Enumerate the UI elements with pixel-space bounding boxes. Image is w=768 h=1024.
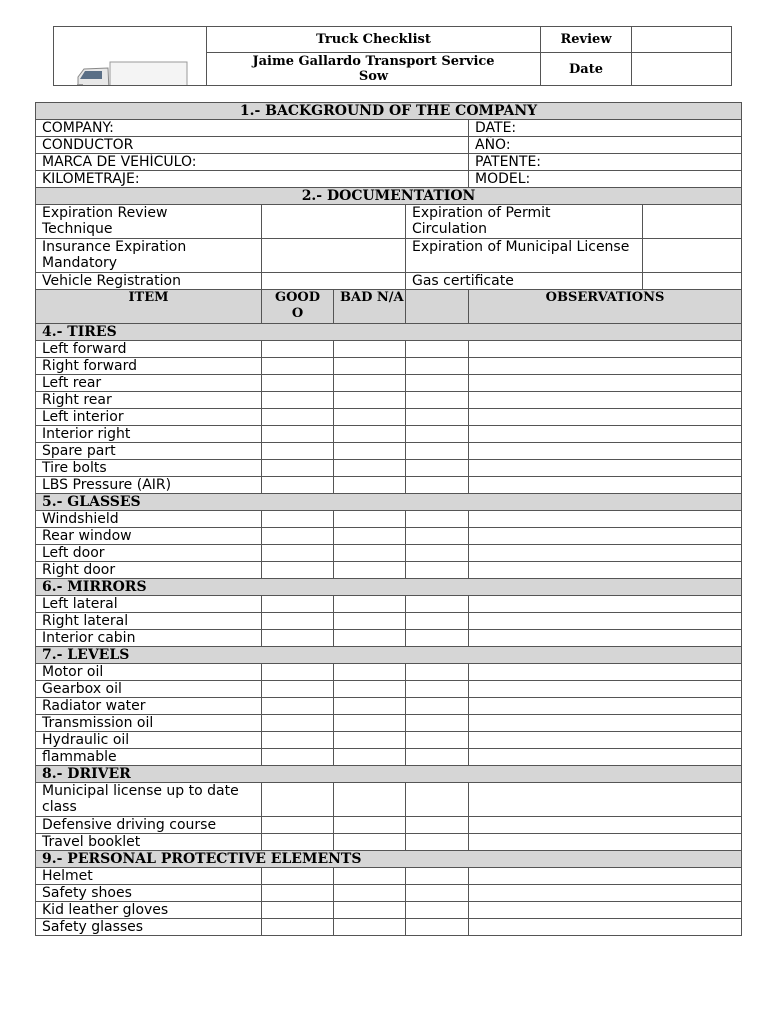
documentation-label-left-line2: Mandatory	[42, 255, 118, 271]
bad-cell[interactable]	[334, 885, 406, 902]
checklist-item-label: Right rear	[36, 392, 262, 409]
good-cell[interactable]	[262, 392, 334, 409]
observations-cell[interactable]	[469, 545, 742, 562]
bad-cell[interactable]	[334, 681, 406, 698]
good-cell[interactable]	[262, 902, 334, 919]
documentation-row	[36, 273, 742, 290]
observations-cell[interactable]	[469, 460, 742, 477]
bad-cell[interactable]	[334, 358, 406, 375]
good-cell[interactable]	[262, 919, 334, 936]
checklist-item-label: Left rear	[36, 375, 262, 392]
na-cell[interactable]	[406, 613, 469, 630]
checklist-row	[36, 596, 742, 613]
bad-cell[interactable]	[334, 613, 406, 630]
na-cell[interactable]	[406, 868, 469, 885]
checklist-item-label: Left door	[36, 545, 262, 562]
bad-cell[interactable]	[334, 698, 406, 715]
na-cell[interactable]	[406, 834, 469, 851]
observations-cell[interactable]	[469, 698, 742, 715]
checklist-row	[36, 477, 742, 494]
checklist-item-label: Radiator water	[36, 698, 262, 715]
good-cell[interactable]	[262, 715, 334, 732]
background-field-left[interactable]: MARCA DE VEHÍCULO:	[36, 154, 469, 171]
checklist-row	[36, 732, 742, 749]
bad-cell[interactable]	[334, 426, 406, 443]
checklist-item-label: Windshield	[36, 511, 262, 528]
good-cell[interactable]	[262, 885, 334, 902]
observations-cell[interactable]	[469, 715, 742, 732]
company-name-line2: Sow	[358, 69, 389, 84]
na-cell[interactable]	[406, 919, 469, 936]
section-title: 5.- GLASSES	[36, 494, 742, 511]
bad-cell[interactable]	[334, 732, 406, 749]
background-field-right[interactable]: PATENTE:	[469, 154, 742, 171]
good-cell[interactable]	[262, 375, 334, 392]
checklist-row	[36, 630, 742, 647]
bad-cell[interactable]	[334, 528, 406, 545]
checklist-title: Truck Checklist	[207, 27, 541, 53]
good-cell[interactable]	[262, 630, 334, 647]
good-cell[interactable]	[262, 562, 334, 579]
review-label: Review	[541, 27, 632, 53]
good-cell[interactable]	[262, 528, 334, 545]
observations-cell[interactable]	[469, 919, 742, 936]
observations-cell[interactable]	[469, 681, 742, 698]
na-cell[interactable]	[406, 375, 469, 392]
bad-cell[interactable]	[334, 783, 406, 817]
section-title: 6.- MIRRORS	[36, 579, 742, 596]
documentation-row	[36, 205, 742, 239]
observations-cell[interactable]	[469, 375, 742, 392]
na-cell[interactable]	[406, 358, 469, 375]
observations-cell[interactable]	[469, 426, 742, 443]
observations-cell[interactable]	[469, 613, 742, 630]
checklist-item-label: LBS Pressure (AIR)	[36, 477, 262, 494]
documentation-label-left-line1: Insurance Expiration	[42, 239, 187, 255]
good-cell[interactable]	[262, 664, 334, 681]
checklist-row	[36, 681, 742, 698]
good-cell[interactable]	[262, 477, 334, 494]
checklist-row	[36, 715, 742, 732]
bad-cell[interactable]	[334, 511, 406, 528]
checklist-item-label: Interior right	[36, 426, 262, 443]
checklist-item-label: Safety glasses	[36, 919, 262, 936]
checklist-row	[36, 341, 742, 358]
checklist-item-label: Kid leather gloves	[36, 902, 262, 919]
na-cell[interactable]	[406, 341, 469, 358]
background-field-left[interactable]: KILOMETRAJE:	[36, 171, 469, 188]
na-cell[interactable]	[406, 749, 469, 766]
good-cell[interactable]	[262, 409, 334, 426]
observations-cell[interactable]	[469, 477, 742, 494]
observations-cell[interactable]	[469, 817, 742, 834]
good-cell[interactable]	[262, 834, 334, 851]
checklist-item-label: Safety shoes	[36, 885, 262, 902]
checklist-row	[36, 358, 742, 375]
column-header-good-line2: O	[291, 306, 304, 321]
bad-cell[interactable]	[334, 392, 406, 409]
documentation-label-left-line1: Expiration Review	[42, 205, 168, 221]
observations-cell[interactable]	[469, 511, 742, 528]
checklist-item-label: Right forward	[36, 358, 262, 375]
logo-cell	[54, 27, 207, 86]
good-cell[interactable]	[262, 749, 334, 766]
checklist-item-label: Helmet	[36, 868, 262, 885]
column-header-bad-na: BAD N/A	[334, 290, 406, 324]
column-header-extra	[406, 290, 469, 324]
bad-cell[interactable]	[334, 902, 406, 919]
na-cell[interactable]	[406, 511, 469, 528]
checklist-row	[36, 834, 742, 851]
checklist-item-label: Right lateral	[36, 613, 262, 630]
background-row	[36, 171, 742, 188]
checklist-row	[36, 868, 742, 885]
na-cell[interactable]	[406, 783, 469, 817]
column-header-good	[262, 290, 334, 324]
good-cell[interactable]	[262, 426, 334, 443]
section-header-row	[36, 647, 742, 664]
bad-cell[interactable]	[334, 409, 406, 426]
good-cell[interactable]	[262, 511, 334, 528]
observations-cell[interactable]	[469, 358, 742, 375]
na-cell[interactable]	[406, 460, 469, 477]
documentation-label-left	[36, 205, 262, 239]
bad-cell[interactable]	[334, 545, 406, 562]
checklist-item-label: Interior cabin	[36, 630, 262, 647]
observations-cell[interactable]	[469, 868, 742, 885]
observations-cell[interactable]	[469, 392, 742, 409]
section-title: 7.- LEVELS	[36, 647, 742, 664]
observations-cell[interactable]	[469, 732, 742, 749]
observations-cell[interactable]	[469, 664, 742, 681]
checklist-row	[36, 902, 742, 919]
documentation-label-right	[406, 239, 643, 273]
checklist-row	[36, 783, 742, 817]
review-value[interactable]	[632, 27, 732, 53]
documentation-label-right-line1: Gas certificate	[412, 273, 514, 289]
section-title: 8.- DRIVER	[36, 766, 742, 783]
na-cell[interactable]	[406, 562, 469, 579]
checklist-item-label: Left lateral	[36, 596, 262, 613]
checklist-row	[36, 817, 742, 834]
observations-cell[interactable]	[469, 443, 742, 460]
checklist-body	[36, 103, 742, 936]
bad-cell[interactable]	[334, 375, 406, 392]
good-cell[interactable]	[262, 817, 334, 834]
checklist-row	[36, 392, 742, 409]
background-row	[36, 137, 742, 154]
section-header-row	[36, 494, 742, 511]
checklist-row	[36, 698, 742, 715]
na-cell[interactable]	[406, 409, 469, 426]
observations-cell[interactable]	[469, 834, 742, 851]
na-cell[interactable]	[406, 477, 469, 494]
documentation-label-right-line1: Expiration of Permit	[412, 205, 551, 221]
bad-cell[interactable]	[334, 664, 406, 681]
checklist-row	[36, 664, 742, 681]
section-background-title: 1.- BACKGROUND OF THE COMPANY	[36, 103, 742, 120]
documentation-value-left[interactable]	[262, 239, 406, 273]
truck-icon	[76, 61, 188, 86]
observations-cell[interactable]	[469, 596, 742, 613]
na-cell[interactable]	[406, 715, 469, 732]
section-title: 4.- TIRES	[36, 324, 742, 341]
good-cell[interactable]	[262, 596, 334, 613]
checklist-row	[36, 528, 742, 545]
checklist-item-label: Transmission oil	[36, 715, 262, 732]
documentation-value-left[interactable]	[262, 273, 406, 290]
background-row	[36, 154, 742, 171]
good-cell[interactable]	[262, 868, 334, 885]
bad-cell[interactable]	[334, 817, 406, 834]
checklist-item-label: Left interior	[36, 409, 262, 426]
checklist-row	[36, 749, 742, 766]
checklist-row	[36, 426, 742, 443]
bad-cell[interactable]	[334, 477, 406, 494]
na-cell[interactable]	[406, 426, 469, 443]
good-cell[interactable]	[262, 545, 334, 562]
observations-cell[interactable]	[469, 409, 742, 426]
good-cell[interactable]	[262, 341, 334, 358]
na-cell[interactable]	[406, 732, 469, 749]
checklist-item-label: Left forward	[36, 341, 262, 358]
bad-cell[interactable]	[334, 562, 406, 579]
checklist-item-label: Right door	[36, 562, 262, 579]
observations-cell[interactable]	[469, 341, 742, 358]
checklist-item-label: Municipal license up to date class	[36, 783, 262, 817]
bad-cell[interactable]	[334, 460, 406, 477]
checklist-row	[36, 613, 742, 630]
good-cell[interactable]	[262, 732, 334, 749]
checklist-row	[36, 919, 742, 936]
na-cell[interactable]	[406, 664, 469, 681]
na-cell[interactable]	[406, 443, 469, 460]
documentation-value-left[interactable]	[262, 205, 406, 239]
documentation-label-right	[406, 273, 643, 290]
checklist-item-label: Spare part	[36, 443, 262, 460]
bad-cell[interactable]	[334, 630, 406, 647]
na-cell[interactable]	[406, 885, 469, 902]
bad-cell[interactable]	[334, 919, 406, 936]
column-header-observations: OBSERVATIONS	[469, 290, 742, 324]
section-header-row	[36, 766, 742, 783]
na-cell[interactable]	[406, 545, 469, 562]
section-documentation-title: 2.- DOCUMENTATION	[36, 188, 742, 205]
observations-cell[interactable]	[469, 528, 742, 545]
documentation-label-left	[36, 239, 262, 273]
documentation-label-right-line1: Expiration of Municipal License	[412, 239, 630, 255]
good-cell[interactable]	[262, 613, 334, 630]
section-header-row	[36, 324, 742, 341]
documentation-value-right[interactable]	[643, 205, 742, 239]
documentation-row	[36, 239, 742, 273]
bad-cell[interactable]	[334, 834, 406, 851]
bad-cell[interactable]	[334, 868, 406, 885]
checklist-row	[36, 511, 742, 528]
checklist-table	[35, 102, 742, 936]
checklist-row	[36, 443, 742, 460]
bad-cell[interactable]	[334, 715, 406, 732]
na-cell[interactable]	[406, 681, 469, 698]
checklist-item-label: Motor oil	[36, 664, 262, 681]
observations-cell[interactable]	[469, 902, 742, 919]
documentation-value-right[interactable]	[643, 239, 742, 273]
background-row	[36, 120, 742, 137]
observations-cell[interactable]	[469, 630, 742, 647]
column-header-item: ITEM	[36, 290, 262, 324]
bad-cell[interactable]	[334, 341, 406, 358]
good-cell[interactable]	[262, 358, 334, 375]
na-cell[interactable]	[406, 596, 469, 613]
company-name-line1: Jaime Gallardo Transport Service	[252, 54, 495, 69]
section-documentation	[36, 188, 742, 205]
na-cell[interactable]	[406, 630, 469, 647]
date-value[interactable]	[632, 53, 732, 86]
checklist-item-label: Defensive driving course	[36, 817, 262, 834]
checklist-item-label: Rear window	[36, 528, 262, 545]
background-field-right[interactable]: DATE:	[469, 120, 742, 137]
checklist-item-label: Gearbox oil	[36, 681, 262, 698]
checklist-row	[36, 562, 742, 579]
company-name	[207, 53, 541, 86]
checklist-item-label: Tire bolts	[36, 460, 262, 477]
column-header-good-line1: GOOD	[274, 290, 321, 305]
documentation-label-left-line2: Technique	[42, 221, 113, 237]
bad-cell[interactable]	[334, 443, 406, 460]
na-cell[interactable]	[406, 698, 469, 715]
observations-cell[interactable]	[469, 562, 742, 579]
background-field-right[interactable]: AÑO:	[469, 137, 742, 154]
documentation-label-right-line2: Circulation	[412, 221, 487, 237]
section-header-row	[36, 851, 742, 868]
section-title: 9.- PERSONAL PROTECTIVE ELEMENTS	[36, 851, 742, 868]
good-cell[interactable]	[262, 460, 334, 477]
na-cell[interactable]	[406, 902, 469, 919]
documentation-value-right[interactable]	[643, 273, 742, 290]
observations-cell[interactable]	[469, 885, 742, 902]
good-cell[interactable]	[262, 698, 334, 715]
checklist-row	[36, 409, 742, 426]
observations-cell[interactable]	[469, 749, 742, 766]
checklist-item-label: Travel booklet	[36, 834, 262, 851]
documentation-label-left-line1: Vehicle Registration	[42, 273, 181, 289]
checklist-item-label: Hydraulic oil	[36, 732, 262, 749]
good-cell[interactable]	[262, 783, 334, 817]
background-field-left[interactable]: COMPANY:	[36, 120, 469, 137]
na-cell[interactable]	[406, 392, 469, 409]
checklist-row	[36, 460, 742, 477]
checklist-row	[36, 375, 742, 392]
checklist-row	[36, 885, 742, 902]
observations-cell[interactable]	[469, 783, 742, 817]
section-header-row	[36, 579, 742, 596]
column-header-row	[36, 290, 742, 324]
documentation-label-left	[36, 273, 262, 290]
bad-cell[interactable]	[334, 749, 406, 766]
documentation-label-right	[406, 205, 643, 239]
background-field-left[interactable]: CONDUCTOR	[36, 137, 469, 154]
good-cell[interactable]	[262, 681, 334, 698]
na-cell[interactable]	[406, 528, 469, 545]
na-cell[interactable]	[406, 817, 469, 834]
checklist-item-label: flammable	[36, 749, 262, 766]
good-cell[interactable]	[262, 443, 334, 460]
bad-cell[interactable]	[334, 596, 406, 613]
date-label: Date	[541, 53, 632, 86]
checklist-row	[36, 545, 742, 562]
header-table	[53, 26, 732, 86]
background-field-right[interactable]: MODEL:	[469, 171, 742, 188]
